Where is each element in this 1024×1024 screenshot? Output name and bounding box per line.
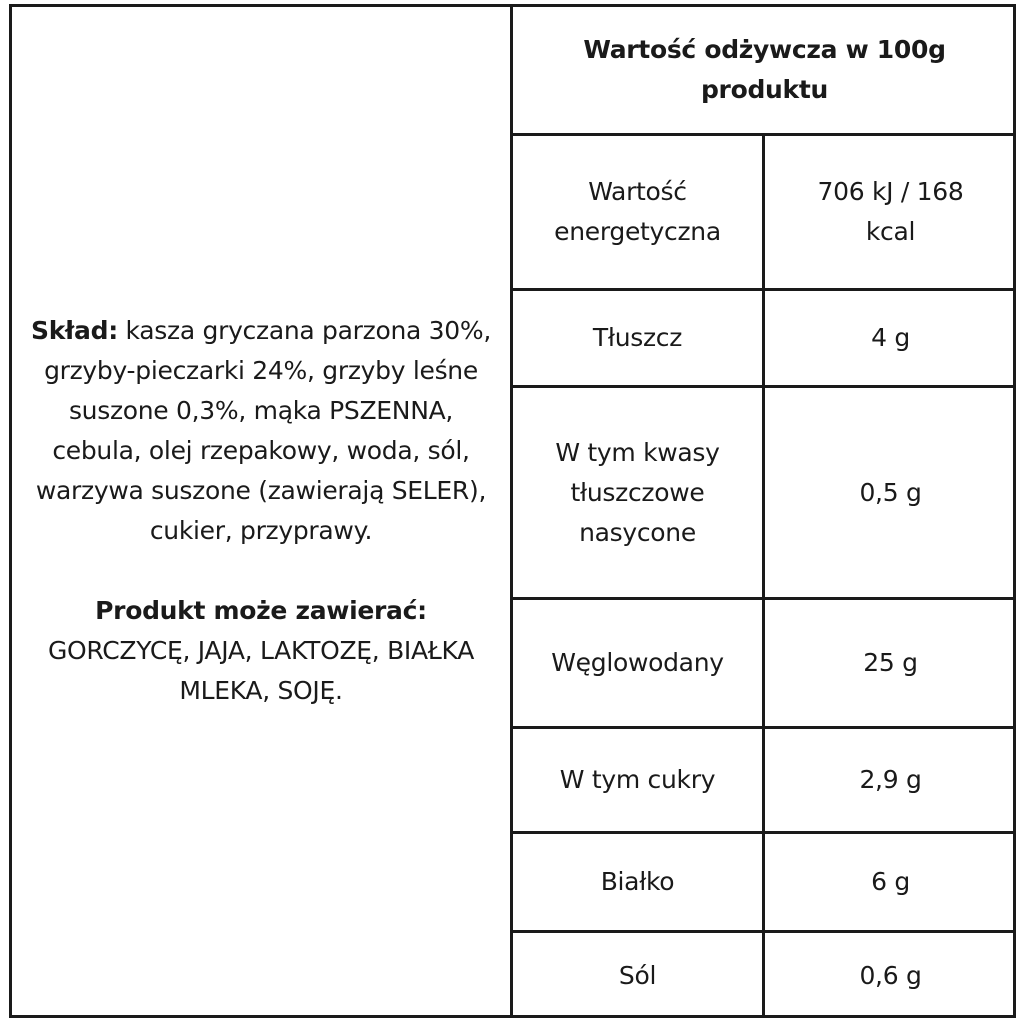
nutrient-value-energy: 706 kJ / 168 kcal — [817, 177, 964, 246]
nutrient-name — [513, 136, 762, 288]
nutrient-name — [513, 388, 762, 597]
allergens-paragraph — [26, 591, 496, 711]
nutrient-value-sugars: 2,9 g — [859, 765, 922, 794]
ingredients-label: Skład: — [31, 316, 118, 345]
nutrient-name-carbohydrates: Węglowodany — [551, 648, 724, 677]
allergens-label: Produkt może zawierać: — [95, 596, 427, 625]
ingredients-paragraph — [26, 311, 496, 551]
nutrition-header — [513, 7, 1016, 133]
nutrient-name-salt: Sól — [618, 960, 657, 990]
nutrient-value — [765, 388, 1016, 597]
nutrient-value-protein: 6 g — [871, 867, 910, 896]
nutrient-name-protein: Białko — [600, 867, 675, 896]
nutrient-name-saturated-fat: W tym kwasy tłuszczowe nasycone — [555, 437, 720, 547]
nutrient-value — [765, 291, 1016, 385]
ingredients-panel — [12, 7, 510, 1015]
nutrient-value — [765, 136, 1016, 288]
nutrient-name — [513, 729, 762, 831]
nutrient-value-carbohydrates: 25 g — [863, 648, 918, 677]
ingredients-text-block — [26, 311, 496, 711]
nutrient-value — [765, 834, 1016, 930]
allergens-text: GORCZYCĘ, JAJA, LAKTOZĘ, BIAŁKA MLEKA, SOJĘ. — [47, 636, 475, 705]
nutrient-name-fat: Tłuszcz — [592, 323, 683, 352]
nutrient-name-sugars: W tym cukry — [559, 765, 716, 794]
nutrition-header-text: Wartość odżywcza w 100g produktu — [583, 35, 946, 104]
nutrient-name — [513, 600, 762, 726]
ingredients-text: kasza gryczana parzona 30%, grzyby-pieczarki 24%, grzyby leśne suszone 0,3%, mąka PSZENNA, cebula, olej rzepakowy, woda, sól, warzywa suszone (zawierają SELER), cukier, przyprawy. — [35, 316, 491, 545]
nutrient-value-saturated-fat: 0,5 g — [859, 477, 922, 507]
nutrient-name — [513, 933, 762, 1018]
nutrient-value — [765, 729, 1016, 831]
nutrient-name — [513, 834, 762, 930]
nutrient-value-salt: 0,6 g — [859, 960, 922, 990]
nutrient-name-energy: Wartość energetyczna — [554, 177, 721, 246]
nutrient-value — [765, 933, 1016, 1018]
nutrient-name — [513, 291, 762, 385]
nutrient-value-fat: 4 g — [871, 323, 910, 352]
nutrient-value — [765, 600, 1016, 726]
